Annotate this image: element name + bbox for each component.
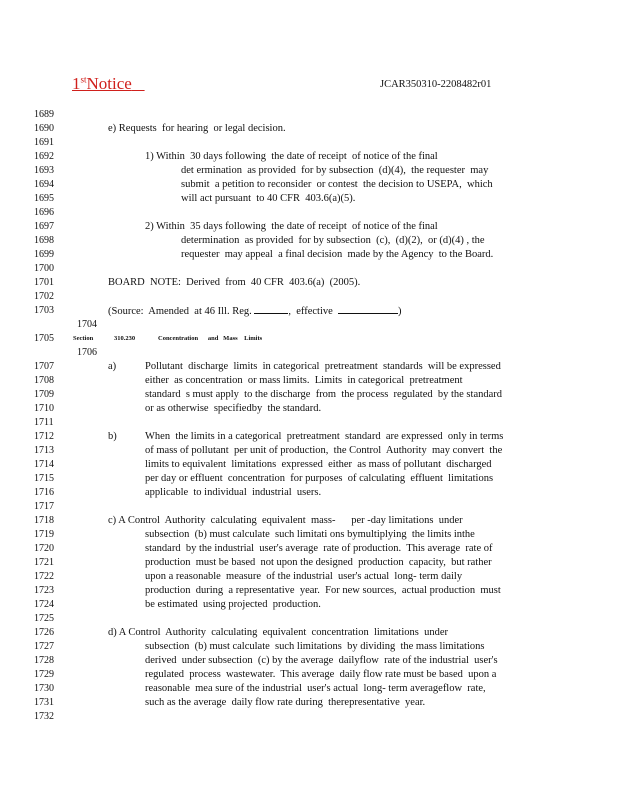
line-number: 1720 bbox=[34, 543, 54, 554]
subsection-d-line: reasonable mea sure of the industrial user's actual long- term averageflow rate, bbox=[145, 683, 486, 694]
line-number: 1704 bbox=[77, 319, 97, 330]
line-number: 1691 bbox=[34, 137, 54, 148]
notice-number: 1 bbox=[72, 74, 81, 93]
document-id: JCAR350310-2208482r01 bbox=[380, 79, 492, 90]
line-number: 1707 bbox=[34, 361, 54, 372]
line-number: 1711 bbox=[34, 417, 54, 428]
subsection-a-line: either as concentration or mass limits. Limits in categorical pretreatment bbox=[145, 375, 463, 386]
line-number: 1713 bbox=[34, 445, 54, 456]
source-suffix: ) bbox=[398, 306, 402, 317]
subsection-c-line: standard by the industrial user's average rate of production. This average rate of bbox=[145, 543, 493, 554]
line-number: 1710 bbox=[34, 403, 54, 414]
subsection-c-line: upon a reasonable measure of the industrial user's actual long- term daily bbox=[145, 571, 463, 582]
line-number: 1718 bbox=[34, 515, 54, 526]
line-number: 1708 bbox=[34, 375, 54, 386]
line-number: 1712 bbox=[34, 431, 54, 442]
line-number: 1692 bbox=[34, 151, 54, 162]
blank-effective-date bbox=[338, 304, 398, 314]
line-number: 1706 bbox=[77, 347, 97, 358]
source-effective: , effective bbox=[288, 306, 333, 317]
line-number: 1721 bbox=[34, 557, 54, 568]
line-number: 1693 bbox=[34, 165, 54, 176]
subsection-b-line: per day or effluent concentration for purposes of calculating effluent limitations bbox=[145, 473, 494, 484]
item2-line: 2) Within 35 days following the date of receipt of notice of the final bbox=[145, 221, 438, 232]
subsection-d-line: subsection (b) must calculate such limitations by dividing the mass limitations bbox=[145, 641, 485, 652]
subsection-b-label: b) bbox=[108, 431, 117, 442]
item2-line: requester may appeal a final decision made by the Agency to the Board. bbox=[181, 249, 494, 260]
line-number: 1728 bbox=[34, 655, 54, 666]
line-number: 1698 bbox=[34, 235, 54, 246]
subsection-d-line: derived under subsection (c) by the average dailyflow rate of the industrial user's bbox=[145, 655, 498, 666]
subsection-b-line: limits to equivalent limitations expressed either as mass of pollutant discharged bbox=[145, 459, 492, 470]
line-number: 1724 bbox=[34, 599, 54, 610]
notice-ordinal: st bbox=[80, 74, 87, 85]
line-number: 1695 bbox=[34, 193, 54, 204]
line-number: 1714 bbox=[34, 459, 54, 470]
subsection-c-line: production during a representative year. For new sources, actual production must bbox=[145, 585, 501, 596]
item1-line: will act pursuant to 40 CFR 403.6(a)(5). bbox=[181, 193, 356, 204]
section-title: Concentration and Mass Limits bbox=[158, 335, 263, 342]
subsection-b-line: applicable to individual industrial users. bbox=[145, 487, 322, 498]
notice-word: Notice bbox=[86, 74, 132, 93]
subsection-c-line: subsection (b) must calculate such limitati ons bymultiplying the limits inthe bbox=[145, 529, 475, 540]
subsection-e-heading: e) Requests for hearing or legal decision. bbox=[108, 123, 286, 134]
line-number: 1717 bbox=[34, 501, 54, 512]
line-number: 1732 bbox=[34, 711, 54, 722]
line-number: 1694 bbox=[34, 179, 54, 190]
board-note: BOARD NOTE: Derived from 40 CFR 403.6(a) (2005). bbox=[108, 277, 361, 288]
line-number: 1725 bbox=[34, 613, 54, 624]
line-number: 1719 bbox=[34, 529, 54, 540]
blank-register-page bbox=[254, 304, 288, 314]
line-number: 1689 bbox=[34, 109, 54, 120]
item1-line: det ermination as provided for by subsection (d)(4), the requester may bbox=[181, 165, 489, 176]
line-number: 1697 bbox=[34, 221, 54, 232]
subsection-a-line: standard s must apply to the discharge from the process regulated by the standard bbox=[145, 389, 503, 400]
subsection-c-line: c) A Control Authority calculating equivalent mass- per -day limitations under bbox=[108, 515, 463, 526]
line-number: 1715 bbox=[34, 473, 54, 484]
source-note bbox=[108, 304, 402, 319]
line-number: 1729 bbox=[34, 669, 54, 680]
line-number: 1700 bbox=[34, 263, 54, 274]
subsection-d-line: regulated process wastewater. This average daily flow rate must be based upon a bbox=[145, 669, 497, 680]
subsection-c-line: be estimated using projected production. bbox=[145, 599, 321, 610]
line-number: 1731 bbox=[34, 697, 54, 708]
line-number: 1726 bbox=[34, 627, 54, 638]
line-number: 1716 bbox=[34, 487, 54, 498]
item1-line: submit a petition to reconsider or contest the decision to USEPA, which bbox=[181, 179, 493, 190]
line-number: 1709 bbox=[34, 389, 54, 400]
line-number: 1703 bbox=[34, 305, 54, 316]
line-number: 1723 bbox=[34, 585, 54, 596]
line-number: 1722 bbox=[34, 571, 54, 582]
subsection-a-line: or as otherwise specifiedby the standard. bbox=[145, 403, 322, 414]
line-number: 1696 bbox=[34, 207, 54, 218]
section-number: 310.230 bbox=[114, 335, 136, 342]
item1-line: 1) Within 30 days following the date of receipt of notice of the final bbox=[145, 151, 438, 162]
subsection-b-line: When the limits in a categorical pretreatment standard are expressed only in terms bbox=[145, 431, 504, 442]
line-number: 1690 bbox=[34, 123, 54, 134]
line-number: 1705 bbox=[34, 333, 54, 344]
subsection-d-line: d) A Control Authority calculating equivalent concentration limitations under bbox=[108, 627, 449, 638]
subsection-a-line: Pollutant discharge limits in categorical pretreatment standards will be expressed bbox=[145, 361, 501, 372]
subsection-c-line: production must be based not upon the designed production capacity, but rather bbox=[145, 557, 492, 568]
line-number: 1702 bbox=[34, 291, 54, 302]
line-number: 1699 bbox=[34, 249, 54, 260]
notice-header bbox=[72, 74, 145, 94]
line-number: 1727 bbox=[34, 641, 54, 652]
subsection-a-label: a) bbox=[108, 361, 117, 372]
source-prefix: (Source: Amended at 46 Ill. Reg. bbox=[108, 306, 252, 317]
line-number: 1701 bbox=[34, 277, 54, 288]
subsection-b-line: of mass of pollutant per unit of production, the Control Authority may convert the bbox=[145, 445, 503, 456]
line-number: 1730 bbox=[34, 683, 54, 694]
item2-line: determination as provided for by subsection (c), (d)(2), or (d)(4) , the bbox=[181, 235, 485, 246]
section-label: Section bbox=[73, 335, 94, 342]
subsection-d-line: such as the average daily flow rate during therepresentative year. bbox=[145, 697, 426, 708]
